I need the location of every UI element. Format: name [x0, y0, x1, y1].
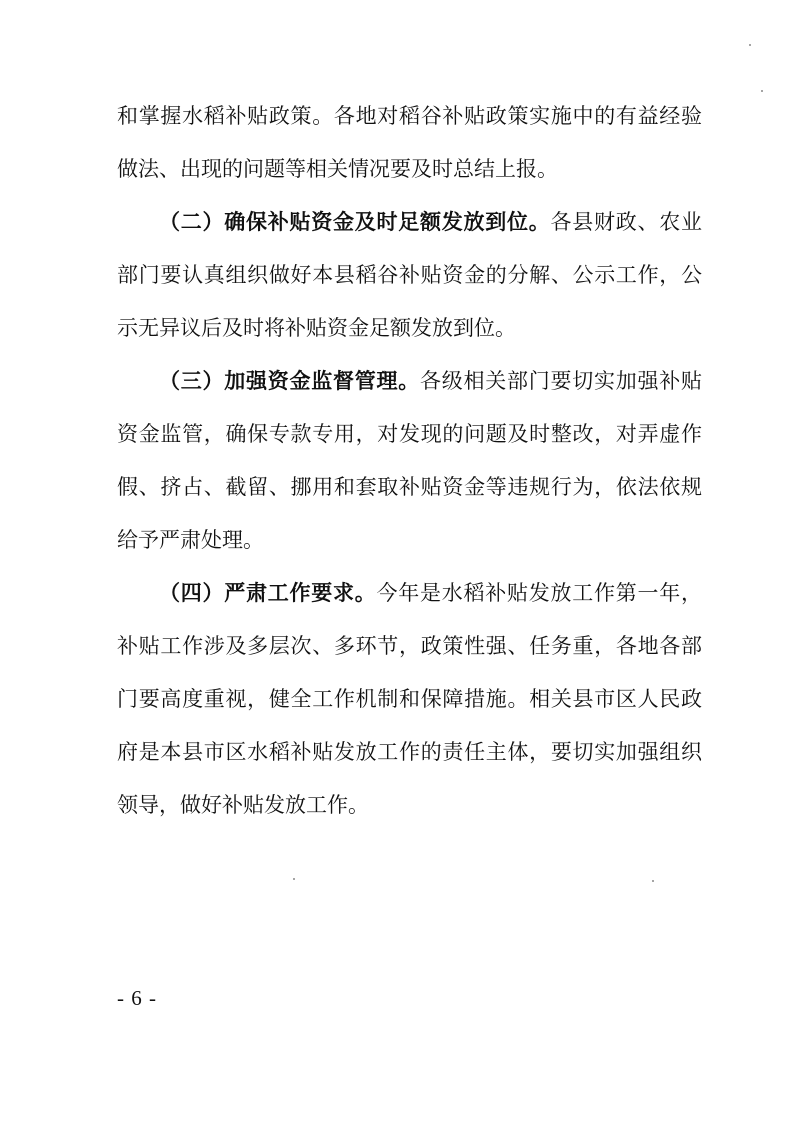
text-line: 示无异议后及时将补贴资金足额发放到位。 — [117, 316, 516, 340]
scan-speck — [761, 90, 763, 92]
body-text — [117, 98, 702, 840]
scan-speck — [749, 44, 751, 46]
text-line: （三）加强资金监督管理。各级相关部门要切实加强补贴 — [159, 368, 702, 393]
text-line: 补贴工作涉及多层次、多环节，政策性强、任务重，各地各部 — [117, 634, 702, 658]
text-line: 和掌握水稻补贴政策。各地对稻谷补贴政策实施中的有益经验 — [117, 104, 702, 128]
text-line: 给予严肃处理。 — [117, 528, 264, 552]
text-line: 领导，做好补贴发放工作。 — [117, 793, 369, 817]
text-line: 部门要认真组织做好本县稻谷补贴资金的分解、公示工作，公 — [117, 263, 702, 287]
scan-speck — [293, 878, 295, 880]
page-number: - 6 - — [117, 986, 157, 1010]
text-line: （二）确保补贴资金及时足额发放到位。各县财政、农业 — [159, 209, 702, 234]
text-line: （四）严肃工作要求。今年是水稻补贴发放工作第一年， — [159, 580, 702, 605]
section-heading: （四）严肃工作要求。 — [159, 580, 377, 605]
scan-speck — [652, 880, 654, 882]
text-line: 做法、出现的问题等相关情况要及时总结上报。 — [117, 157, 558, 181]
text-line: 府是本县市区水稻补贴发放工作的责任主体，要切实加强组织 — [117, 740, 702, 764]
text-line: 门要高度重视，健全工作机制和保障措施。相关县市区人民政 — [117, 687, 702, 711]
section-heading: （二）确保补贴资金及时足额发放到位。 — [159, 209, 551, 234]
section-heading: （三）加强资金监督管理。 — [159, 368, 420, 393]
text-line: 假、挤占、截留、挪用和套取补贴资金等违规行为，依法依规 — [117, 475, 702, 499]
text-line: 资金监管，确保专款专用，对发现的问题及时整改，对弄虚作 — [117, 422, 702, 446]
